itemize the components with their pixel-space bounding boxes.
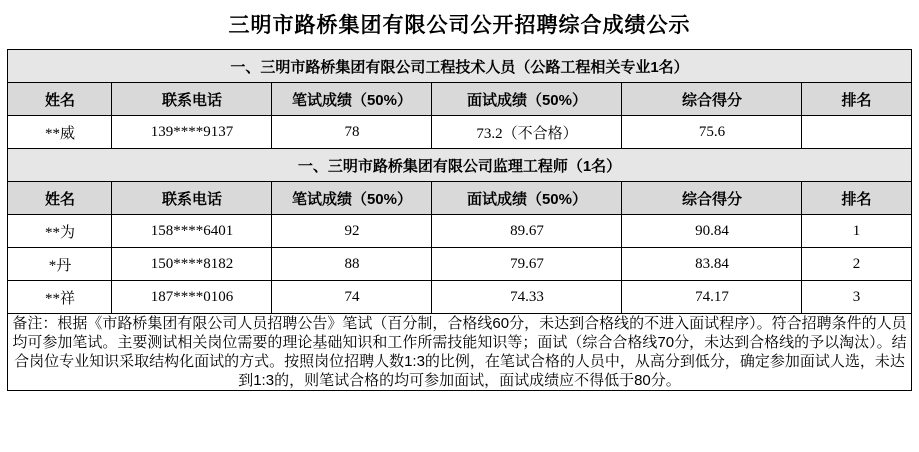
cell-phone: 158****6401 xyxy=(112,215,272,248)
cell-interview-score: 79.67 xyxy=(432,248,622,281)
cell-interview-score: 73.2（不合格） xyxy=(432,116,622,149)
cell-total-score: 75.6 xyxy=(622,116,802,149)
cell-written-score: 78 xyxy=(272,116,432,149)
cell-rank: 3 xyxy=(802,281,911,314)
column-header-total-score: 综合得分 xyxy=(622,83,802,116)
section-heading: 一、三明市路桥集团有限公司监理工程师（1名） xyxy=(8,149,911,182)
column-header-written-score: 笔试成绩（50%） xyxy=(272,83,432,116)
cell-name: *丹 xyxy=(8,248,112,281)
column-header-rank: 排名 xyxy=(802,83,911,116)
note-text: 备注：根据《市路桥集团有限公司人员招聘公告》笔试（百分制，合格线60分，未达到合格线的不进入面试程序）。符合招聘条件的人员均可参加笔试。主要测试相关岗位需要的理论基础知识和工作所需技能知识等；面试（综合合格线70分，未达到合格线的予以淘汰）。结合岗位专业知识采取结构化面试的方式。按照岗位招聘人数1:3的比例，在笔试合格的人员中，从高分到低分，确定参加面试人选，未达到1:3的，则笔试合格的均可参加面试，面试成绩应不得低于80分。 xyxy=(8,314,911,391)
column-header-rank: 排名 xyxy=(802,182,911,215)
cell-interview-score: 74.33 xyxy=(432,281,622,314)
column-header-phone: 联系电话 xyxy=(112,182,272,215)
page-title: 三明市路桥集团有限公司公开招聘综合成绩公示 xyxy=(228,14,691,37)
column-header-name: 姓名 xyxy=(8,83,112,116)
cell-total-score: 90.84 xyxy=(622,215,802,248)
column-header-interview-score: 面试成绩（50%） xyxy=(432,83,622,116)
results-table xyxy=(7,49,911,391)
column-header-interview-score: 面试成绩（50%） xyxy=(432,182,622,215)
table-row xyxy=(8,248,911,281)
cell-rank xyxy=(802,116,911,149)
section-heading-row xyxy=(8,50,911,83)
cell-rank: 1 xyxy=(802,215,911,248)
cell-name: **威 xyxy=(8,116,112,149)
cell-written-score: 74 xyxy=(272,281,432,314)
table-row xyxy=(8,281,911,314)
column-header-phone: 联系电话 xyxy=(112,83,272,116)
section-heading: 一、三明市路桥集团有限公司工程技术人员（公路工程相关专业1名） xyxy=(8,50,911,83)
column-header-name: 姓名 xyxy=(8,182,112,215)
cell-total-score: 83.84 xyxy=(622,248,802,281)
table-row xyxy=(8,116,911,149)
cell-phone: 150****8182 xyxy=(112,248,272,281)
note-row xyxy=(8,314,911,391)
column-header-written-score: 笔试成绩（50%） xyxy=(272,182,432,215)
cell-phone: 139****9137 xyxy=(112,116,272,149)
column-header-total-score: 综合得分 xyxy=(622,182,802,215)
table-header-row xyxy=(8,83,911,116)
section-heading-row xyxy=(8,149,911,182)
cell-interview-score: 89.67 xyxy=(432,215,622,248)
cell-name: **祥 xyxy=(8,281,112,314)
cell-phone: 187****0106 xyxy=(112,281,272,314)
cell-written-score: 88 xyxy=(272,248,432,281)
cell-name: **为 xyxy=(8,215,112,248)
cell-written-score: 92 xyxy=(272,215,432,248)
table-row xyxy=(8,215,911,248)
cell-total-score: 74.17 xyxy=(622,281,802,314)
cell-rank: 2 xyxy=(802,248,911,281)
table-header-row xyxy=(8,182,911,215)
